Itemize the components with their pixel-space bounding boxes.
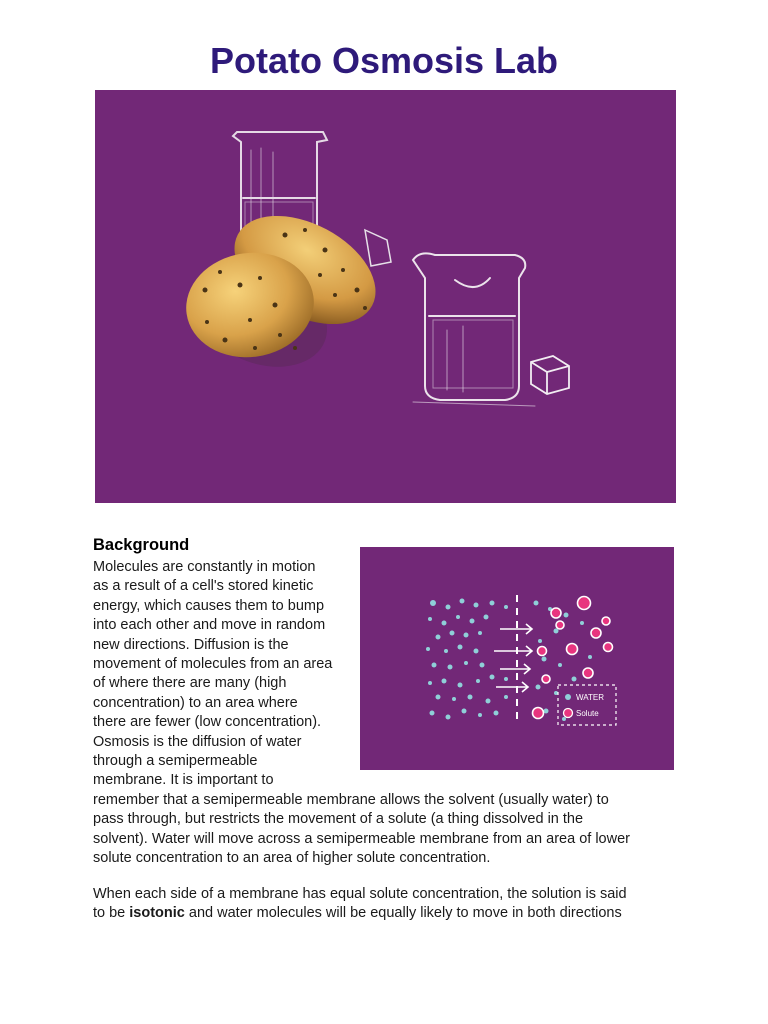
osmosis-diagram <box>360 547 674 770</box>
text-line: energy, which causes them to bump <box>93 597 325 614</box>
text-line: into each other and move in random <box>93 617 326 634</box>
text-line: through a semipermeable <box>93 753 258 770</box>
text-segment: and water molecules will be equally likely to move in both directions <box>184 905 622 922</box>
water-molecules <box>426 599 592 722</box>
text-line: new directions. Diffusion is the <box>93 636 289 653</box>
text-line: membrane. It is important to <box>93 772 274 789</box>
beaker-right <box>413 253 535 406</box>
text-line: Osmosis is the diffusion of water <box>93 733 302 750</box>
text-line: movement of molecules from an area <box>93 656 333 673</box>
text-line <box>93 904 675 923</box>
potatoes-and-beakers-illustration <box>95 90 676 503</box>
text-line: there are fewer (low concentration). <box>93 714 322 731</box>
isotonic-paragraph <box>93 885 675 924</box>
membrane-diagram-svg <box>360 547 674 770</box>
background-heading: Background <box>93 536 190 554</box>
text-line: of where there are many (high <box>93 675 287 692</box>
page-title: Potato Osmosis Lab <box>209 40 559 81</box>
text-line: When each side of a membrane has equal solute concentration, the solution is said <box>93 886 627 902</box>
sugar-cube-right <box>531 356 569 394</box>
text-line: remember that a semipermeable membrane allows the solvent (usually water) to <box>93 791 609 808</box>
sugar-cube-left <box>365 230 391 266</box>
text-line: pass through, but restricts the movement of a solute (a thing dissolved in the <box>93 811 584 828</box>
legend-solute-label: Solute <box>576 709 599 718</box>
text-segment: to be <box>93 905 130 922</box>
text-line: Molecules are constantly in motion <box>93 559 316 575</box>
legend-solute-swatch <box>564 709 573 718</box>
potatoes <box>179 194 393 384</box>
isotonic-term: isotonic <box>129 905 185 922</box>
text-line: as a result of a cell's stored kinetic <box>93 578 314 595</box>
diagram-legend <box>558 685 616 725</box>
water-flow-arrows <box>494 624 532 692</box>
text-line: solute concentration to an area of higher solute concentration. <box>93 850 491 867</box>
legend-water-label: WATER <box>576 693 604 702</box>
legend-water-swatch <box>565 694 571 700</box>
text-line: concentration) to an area where <box>93 694 298 711</box>
hero-illustration <box>95 90 676 503</box>
text-line: solvent). Water will move across a semipermeable membrane from an area of lower <box>93 830 630 847</box>
